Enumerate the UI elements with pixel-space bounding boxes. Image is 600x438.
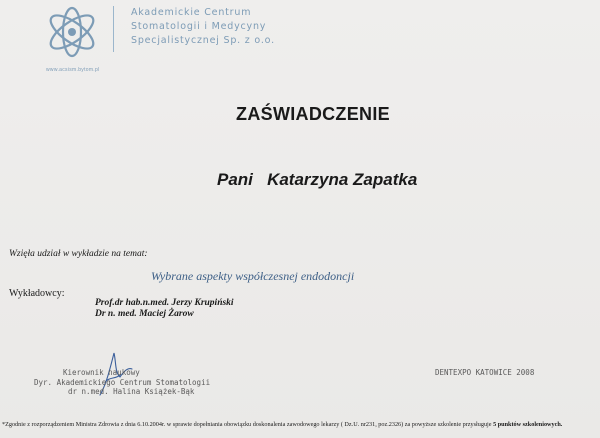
lecturer-2: Dr n. med. Maciej Żarow [95, 309, 194, 319]
participation-text: Wzięła udział w wykładzie na temat: [9, 249, 148, 259]
organization-name [131, 6, 275, 48]
organization-url: www.acsism.bytom.pl [46, 67, 100, 73]
recipient-name: Pani Katarzyna Zapatka [217, 170, 418, 189]
atom-logo-icon [44, 4, 100, 60]
event-name: DENTEXPO KATOWICE 2008 [435, 368, 535, 377]
footnote [2, 421, 600, 428]
footnote-text: *Zgodnie z rozporządzeniem Ministra Zdrowia z dnia 6.10.2004r. w sprawie dopełniania obowiązku doskonalenia zawodowego lekarzy ( Dz.U. nr231, poz.2326) za powyższe szkolenie przysługuje [2, 421, 494, 428]
signatory-institution: Dyr. Akademickiego Centrum Stomatologii [34, 377, 211, 387]
org-name-line-2: Stomatologii i Medycyny [131, 21, 267, 32]
lecture-topic: Wybrane aspekty współczesnej endodoncji [151, 269, 355, 283]
logo-divider [113, 6, 114, 52]
org-name-line-3: Specjalistycznej Sp. z o.o. [131, 35, 275, 46]
certificate-title: ZAŚWIADCZENIE [236, 104, 390, 124]
lecturers-label: Wykładowcy: [9, 288, 65, 299]
lecturer-1: Prof.dr hab.n.med. Jerzy Krupiński [95, 298, 234, 308]
signatory-name: dr n.med. Halina Książek-Bąk [68, 387, 195, 396]
org-name-line-1: Akademickie Centrum [131, 7, 252, 18]
signatory-role: Kierownik naukowy [63, 368, 140, 377]
signature-block [34, 368, 210, 397]
footnote-points: 5 punktów szkoleniowych. [493, 421, 563, 428]
